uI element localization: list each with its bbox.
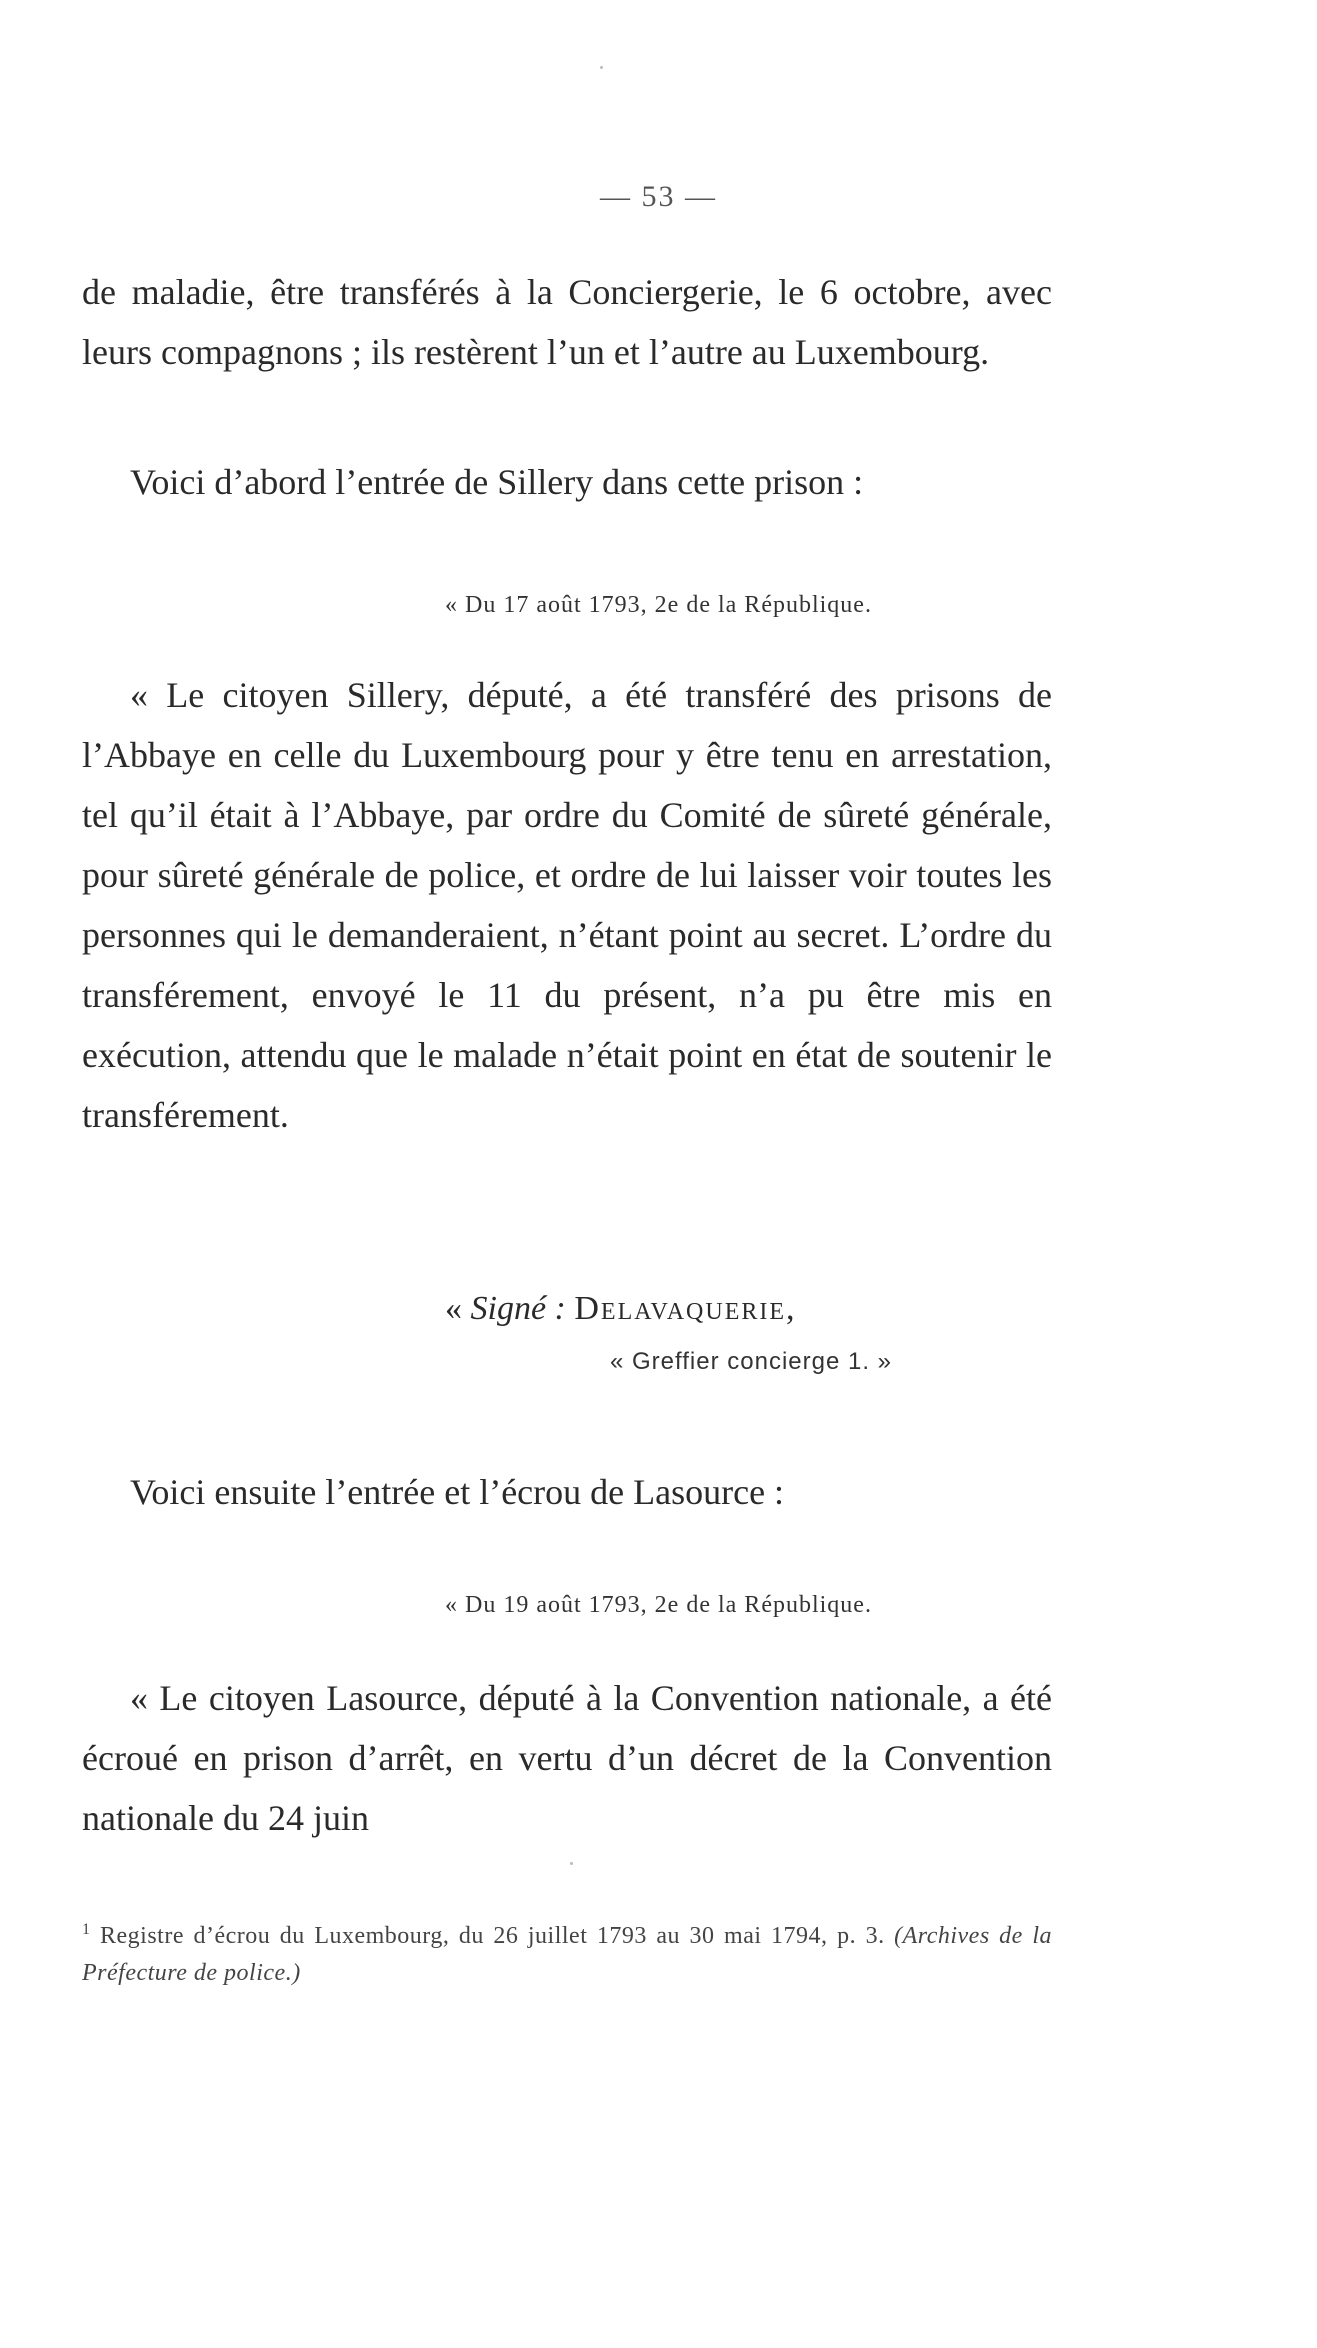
paragraph-text: « Le citoyen Lasource, député à la Convention nationale, a été écroué en prison d’arrêt, en vertu d’un décret de la Convention nationale du 24 juin: [82, 1678, 1052, 1838]
paragraph-text: Voici ensuite l’entrée et l’écrou de Lasource :: [130, 1472, 785, 1512]
quoted-record-lasource: [82, 1668, 1052, 1848]
paragraph-intro-lasource: [82, 1462, 1052, 1522]
dateline-sillery: « Du 17 août 1793, 2e de la République.: [445, 592, 872, 618]
footnote: [82, 1918, 1052, 1992]
page-number: — 53 —: [600, 180, 717, 213]
paper-speck: [600, 66, 603, 69]
paragraph-text: « Le citoyen Sillery, député, a été transféré des prisons de l’Abbaye en celle du Luxembourg pour y être tenu en arrestation, tel qu’il était à l’Abbaye, par ordre du Comité de sûreté générale, pour sûreté générale de police, et ordre de lui laisser voir toutes les personnes qui le demanderaient, n’étant point au secret. L’ordre du transférement, envoyé le 11 du présent, n’a pu être mis en exécution, attendu que le malade n’était point en état de soutenir le transférement.: [82, 675, 1052, 1135]
signatory-name: Delavaquerie,: [574, 1290, 797, 1327]
signature-line: [445, 1290, 797, 1328]
open-quote: «: [445, 1290, 462, 1327]
clerk-title: « Greffier concierge 1. »: [610, 1348, 893, 1375]
paper-speck: [570, 1862, 573, 1865]
signed-label: Signé :: [470, 1290, 566, 1327]
paragraph-continuation: [82, 262, 1052, 382]
footnote-text: Registre d’écrou du Luxembourg, du 26 juillet 1793 au 30 mai 1794, p. 3.: [100, 1923, 885, 1949]
footnote-marker: 1: [82, 1921, 91, 1938]
paragraph-intro-sillery: [82, 452, 1052, 512]
paragraph-text: Voici d’abord l’entrée de Sillery dans cette prison :: [130, 462, 864, 502]
paragraph-text: de maladie, être transférés à la Conciergerie, le 6 octobre, avec leurs compagnons ; ils restèrent l’un et l’autre au Luxembourg.: [82, 272, 1052, 372]
footnote-source: (Archives de la Préfecture de police.): [82, 1923, 1052, 1986]
dateline-lasource: « Du 19 août 1793, 2e de la République.: [445, 1592, 872, 1618]
quoted-record-sillery: [82, 665, 1052, 1145]
